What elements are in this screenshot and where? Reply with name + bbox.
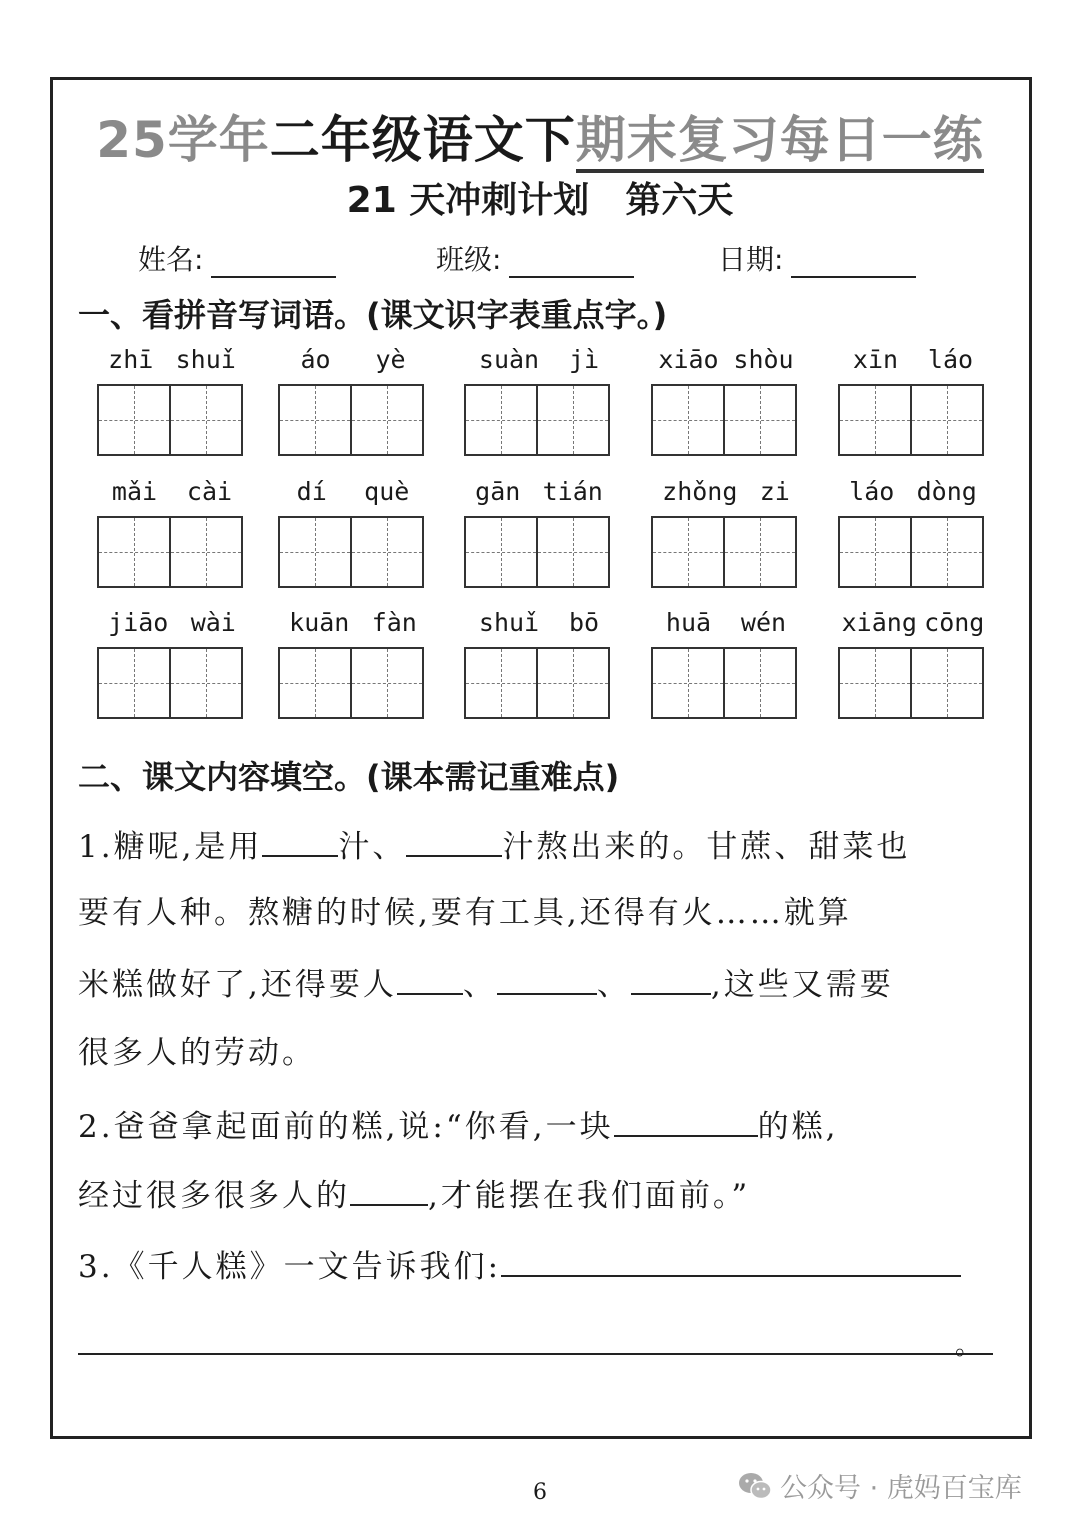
q3-blank-1[interactable] xyxy=(501,1245,961,1277)
pinyin-syllable: dí xyxy=(296,476,327,506)
q3-blank-2[interactable] xyxy=(78,1353,993,1355)
character-box[interactable] xyxy=(99,518,169,586)
q3-line1: 3.《千人糕》一文告诉我们: xyxy=(78,1245,998,1287)
pinyin-syllable: shuǐ xyxy=(478,607,540,637)
character-box[interactable] xyxy=(280,386,350,454)
character-box[interactable] xyxy=(910,386,982,454)
writing-grid xyxy=(97,516,243,588)
pinyin-label xyxy=(278,474,428,508)
character-box[interactable] xyxy=(723,518,795,586)
pinyin-syllable: suàn xyxy=(478,344,540,374)
pinyin-syllable: zhī xyxy=(108,344,154,374)
pinyin-syllable: xiāng xyxy=(841,607,917,637)
title-grade: 二年级语文下 xyxy=(269,111,576,169)
pinyin-syllable: bō xyxy=(568,607,600,637)
pinyin-syllable: zi xyxy=(759,476,790,506)
character-box[interactable] xyxy=(169,518,241,586)
page-number: 6 xyxy=(533,1480,547,1505)
character-box[interactable] xyxy=(910,649,982,717)
subtitle-plan: 21 天冲刺计划 xyxy=(346,180,590,221)
q1-blank-4[interactable] xyxy=(497,963,597,995)
worksheet-title xyxy=(0,100,1080,172)
q1-blank-5[interactable] xyxy=(631,963,711,995)
pinyin-syllable: mǎi xyxy=(111,476,158,506)
date-field[interactable] xyxy=(718,238,916,278)
character-box[interactable] xyxy=(723,649,795,717)
q1-blank-2[interactable] xyxy=(406,825,502,857)
subtitle-day: 第六天 xyxy=(625,180,734,221)
section2-heading: 二、课文内容填空。(课本需记重难点) xyxy=(78,758,620,796)
writing-grid xyxy=(838,516,984,588)
pinyin-label xyxy=(464,342,614,376)
character-box[interactable] xyxy=(536,518,608,586)
pinyin-syllable: wài xyxy=(190,607,236,637)
pinyin-syllable: zhǒng xyxy=(662,476,738,506)
pinyin-syllable: dòng xyxy=(916,476,977,506)
pinyin-syllable: fàn xyxy=(371,607,417,637)
character-box[interactable] xyxy=(536,386,608,454)
writing-grid xyxy=(651,516,797,588)
character-box[interactable] xyxy=(350,518,422,586)
pinyin-label xyxy=(651,474,801,508)
pinyin-syllable: cài xyxy=(186,476,233,506)
character-box[interactable] xyxy=(280,518,350,586)
writing-grid xyxy=(651,384,797,456)
pinyin-syllable: shuǐ xyxy=(175,344,236,374)
character-box[interactable] xyxy=(466,518,536,586)
q2-blank-1[interactable] xyxy=(614,1105,758,1137)
q1-line4: 很多人的劳动。 xyxy=(78,1035,316,1071)
character-box[interactable] xyxy=(840,518,910,586)
name-field[interactable] xyxy=(138,238,336,278)
character-box[interactable] xyxy=(840,386,910,454)
character-box[interactable] xyxy=(536,649,608,717)
pinyin-label xyxy=(97,474,247,508)
section1-heading: 一、看拼音写词语。(课文识字表重点字。) xyxy=(78,296,668,334)
class-field[interactable] xyxy=(436,238,634,278)
writing-grid xyxy=(464,384,610,456)
q1-line2: 要有人种。熬糖的时候,要有工具,还得有火……就算 xyxy=(78,895,852,931)
pinyin-syllable: què xyxy=(364,476,410,506)
q1-line3: 米糕做好了,还得要人 、 、 ,这些又需要 xyxy=(78,963,998,1005)
q1-line1: 1.糖呢,是用 汁、 汁熬出来的。甘蔗、甜菜也 xyxy=(78,825,998,867)
writing-grid xyxy=(278,647,424,719)
writing-grid xyxy=(651,647,797,719)
character-box[interactable] xyxy=(910,518,982,586)
pinyin-label xyxy=(838,474,988,508)
pinyin-label xyxy=(278,605,428,639)
character-box[interactable] xyxy=(653,518,723,586)
name-label: 姓名: xyxy=(138,243,204,276)
pinyin-syllable: yè xyxy=(375,344,406,374)
character-box[interactable] xyxy=(466,386,536,454)
pinyin-syllable: wén xyxy=(740,607,787,637)
pinyin-syllable: xiāo xyxy=(658,344,719,374)
pinyin-syllable: kuān xyxy=(289,607,350,637)
pinyin-syllable: áo xyxy=(300,344,331,374)
writing-grid xyxy=(278,384,424,456)
class-label: 班级: xyxy=(436,243,502,276)
q3-period: 。 xyxy=(955,1331,982,1361)
pinyin-syllable: láo xyxy=(849,476,895,506)
writing-grid xyxy=(278,516,424,588)
date-label: 日期: xyxy=(718,243,784,276)
pinyin-label xyxy=(97,605,247,639)
watermark-text: 公众号 · 虎妈百宝库 xyxy=(780,1473,1022,1504)
character-box[interactable] xyxy=(99,649,169,717)
writing-grid xyxy=(464,516,610,588)
character-box[interactable] xyxy=(169,386,241,454)
character-box[interactable] xyxy=(653,386,723,454)
pinyin-syllable: jì xyxy=(568,344,600,374)
writing-grid xyxy=(97,384,243,456)
worksheet-subtitle xyxy=(0,172,1080,223)
character-box[interactable] xyxy=(99,386,169,454)
name-blank[interactable] xyxy=(211,248,336,278)
character-box[interactable] xyxy=(169,649,241,717)
watermark xyxy=(738,1466,1022,1505)
q2-line1: 2.爸爸拿起面前的糕,说:“你看,一块 的糕, xyxy=(78,1105,998,1147)
character-box[interactable] xyxy=(653,649,723,717)
pinyin-syllable: cōng xyxy=(924,607,985,637)
pinyin-syllable: xīn xyxy=(852,344,899,374)
class-blank[interactable] xyxy=(509,248,634,278)
pinyin-syllable: huā xyxy=(665,607,712,637)
title-series: 期末复习每日一练 xyxy=(576,111,984,173)
wechat-icon xyxy=(738,1471,772,1501)
pinyin-syllable: láo xyxy=(927,344,974,374)
character-box[interactable] xyxy=(466,649,536,717)
pinyin-syllable: jiāo xyxy=(108,607,169,637)
character-box[interactable] xyxy=(280,649,350,717)
pinyin-label xyxy=(838,342,988,376)
q1-blank-1[interactable] xyxy=(262,825,338,857)
writing-grid xyxy=(464,647,610,719)
writing-grid xyxy=(838,384,984,456)
title-year: 25学年 xyxy=(96,111,270,169)
pinyin-syllable: shòu xyxy=(733,344,794,374)
q1-blank-3[interactable] xyxy=(397,963,463,995)
pinyin-label xyxy=(464,605,614,639)
pinyin-syllable: tián xyxy=(542,476,603,506)
q2-line2: 经过很多很多人的 ,才能摆在我们面前。” xyxy=(78,1174,998,1216)
character-box[interactable] xyxy=(840,649,910,717)
pinyin-label xyxy=(97,342,247,376)
pinyin-syllable: gān xyxy=(475,476,521,506)
pinyin-label xyxy=(651,342,801,376)
writing-grid xyxy=(97,647,243,719)
pinyin-label xyxy=(838,605,988,639)
writing-grid xyxy=(838,647,984,719)
q2-blank-2[interactable] xyxy=(350,1174,428,1206)
character-box[interactable] xyxy=(350,386,422,454)
character-box[interactable] xyxy=(350,649,422,717)
character-box[interactable] xyxy=(723,386,795,454)
date-blank[interactable] xyxy=(791,248,916,278)
pinyin-label xyxy=(278,342,428,376)
pinyin-label xyxy=(464,474,614,508)
pinyin-label xyxy=(651,605,801,639)
